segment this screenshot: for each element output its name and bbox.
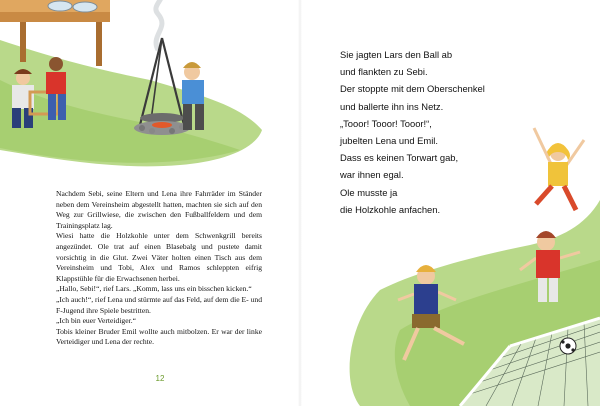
story-text — [56, 189, 262, 348]
page-number: 12 — [155, 374, 165, 383]
verse-line: „Tooor! Tooor! Tooor!“, — [340, 117, 432, 129]
paragraph: „Hallo, Sebi!“, rief Lars. „Komm, lass uns ein bisschen kicken.“ — [56, 284, 252, 294]
verse-text — [340, 46, 550, 218]
soccer-ball — [560, 338, 576, 354]
verse-line: die Holzkohle anfachen. — [340, 203, 441, 215]
verse-line: Sie jagten Lars den Ball ab — [340, 49, 453, 60]
paragraph: „Ich auch!“, rief Lena und stürmte auf das Feld, auf dem die E- und F-Jugend ihre Spiele bestritten. — [56, 294, 262, 315]
verse-line: und flankten zu Sebi. — [340, 66, 428, 78]
verse-line: und ballerte ihn ins Netz. — [340, 100, 444, 112]
grill-scene-illustration — [0, 0, 300, 170]
paragraph: Nachdem Sebi, seine Eltern und Lena ihre Fahrräder im Ständer neben dem Vereinsheim abgestellt hatten, machten sie sich auf den Weg zur Grillwiese, die zwischen den Fußballfeldern und dem Trainingsplatz lag. — [56, 189, 262, 230]
verse-line: jubelten Lena und Emil. — [340, 135, 438, 147]
verse-line: war ihnen egal. — [340, 169, 404, 181]
verse-line: Der stoppte mit dem Oberschenkel — [340, 83, 485, 95]
paragraph: Tobis kleiner Bruder Emil wollte auch mitbolzen. Er war der linke Verteidiger und Lena der rechte. — [56, 326, 262, 347]
paragraph: „Ich bin euer Verteidiger.“ — [56, 316, 136, 326]
verse-line: Ole musste ja — [340, 186, 398, 198]
verse-line: Dass es keinen Torwart gab, — [340, 152, 459, 164]
right-page — [300, 0, 600, 406]
paragraph: Wiesi hatte die Holzkohle unter dem Schwenkgrill bereits angezündet. Ole trat auf einen Blasebalg und pustete damit vorsichtig in die Glut. Zwei Väter holten einen Tisch aus dem Vereinsheim und Tobi, Alex und Ramos schleppten eifrig Klappstühle für die Erwachsenen herbei. — [56, 231, 262, 283]
